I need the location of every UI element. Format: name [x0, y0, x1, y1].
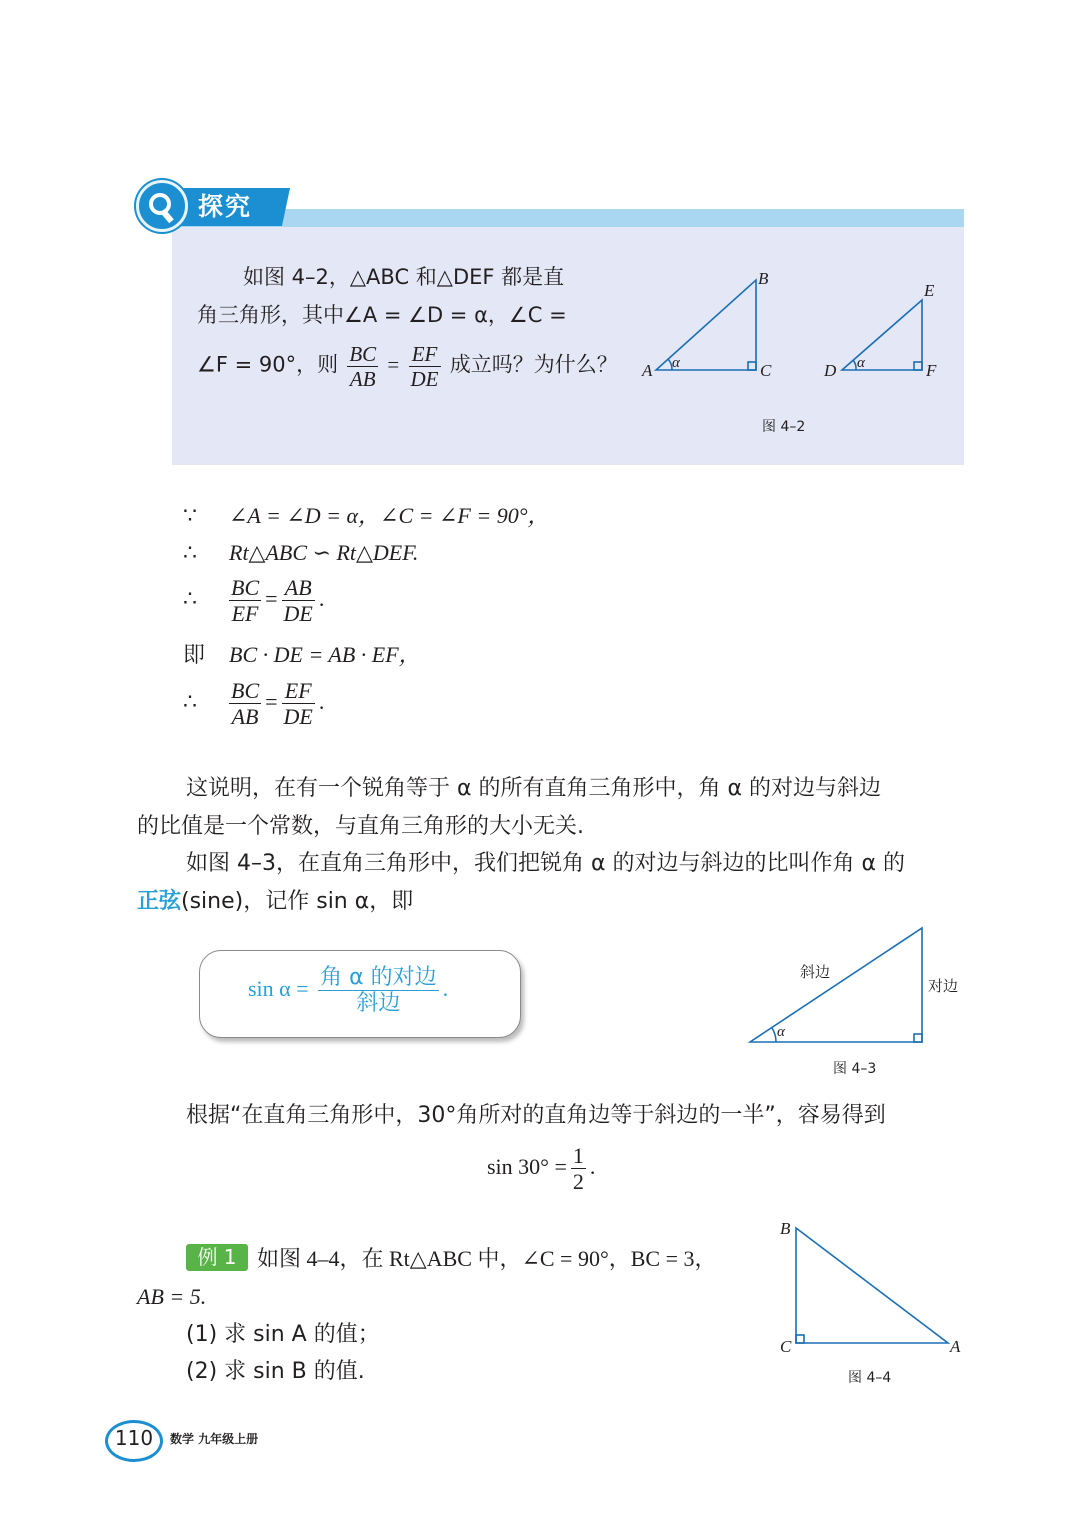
- figure-4-3: [740, 920, 980, 1055]
- label-e: E: [924, 281, 935, 300]
- fraction-bc-ab: [347, 342, 378, 391]
- example-line-2: AB = 5.: [137, 1284, 207, 1309]
- right-angle-mark-c: [748, 362, 756, 370]
- example-badge: 例 1: [186, 1244, 248, 1271]
- sin30-lhs: sin 30° =: [487, 1153, 567, 1179]
- angle-arc-alpha: [772, 1028, 776, 1042]
- term-sine: 正弦: [137, 889, 182, 914]
- figure-4-4: [770, 1210, 970, 1360]
- label-f: F: [926, 361, 937, 380]
- therefore-symbol: ∴: [183, 688, 197, 714]
- equals-sign: =: [387, 352, 400, 377]
- question-line-3: [197, 342, 618, 391]
- paragraph-1-line-2: 的比值是一个常数，与直角三角形的大小无关.: [137, 814, 584, 839]
- frac-num: BC: [349, 342, 377, 366]
- formula-end: .: [442, 975, 449, 1001]
- paragraph-2-line-1: 如图 4–3，在直角三角形中，我们把锐角 α 的对边与斜边的比叫作角 α 的: [186, 851, 905, 876]
- paragraph-1-line-1: 这说明，在有一个锐角等于 α 的所有直角三角形中，角 α 的对边与斜边: [186, 776, 881, 801]
- paragraph-2-line-2: [137, 883, 413, 920]
- wrench-glyph: [139, 183, 185, 229]
- frac-num: AB: [282, 575, 315, 601]
- proof-line-2-text: Rt△ABC ∽ Rt△DEF.: [229, 540, 419, 565]
- angle-arc-d: [853, 360, 856, 370]
- label-alpha-1: α: [672, 355, 680, 371]
- example-question-1: (1) 求 sin A 的值；: [186, 1322, 380, 1347]
- figure-4-3-caption: 图 4–3: [833, 1061, 877, 1077]
- frac-num: BC: [231, 678, 260, 703]
- frac-num: EF: [409, 342, 441, 367]
- frac-den: AB: [349, 367, 376, 392]
- proof-line-4: [183, 636, 421, 674]
- fraction-bc-ef: [229, 575, 261, 627]
- proof-line-1: [183, 497, 550, 534]
- fraction-ef-de: [409, 342, 441, 391]
- example-question-2: (2) 求 sin B 的值.: [186, 1359, 365, 1384]
- triangle-def: [842, 300, 922, 370]
- frac-num: 1: [572, 1143, 584, 1168]
- figure-4-4-caption: 图 4–4: [848, 1370, 892, 1386]
- proof-line-2: [183, 534, 418, 571]
- formula-lhs: sin α =: [248, 975, 309, 1001]
- frac-den: EF: [231, 601, 259, 627]
- label-a: A: [642, 361, 653, 380]
- right-angle-mark: [914, 1034, 922, 1042]
- right-angle-mark: [796, 1335, 804, 1343]
- question-line-2: 角三角形，其中∠A = ∠D = α，∠C =: [197, 303, 567, 327]
- therefore-symbol: ∴: [183, 585, 197, 611]
- namely-symbol: 即: [183, 643, 206, 668]
- fraction-one-half: [571, 1143, 586, 1195]
- formula-denominator: 斜边: [356, 991, 401, 1017]
- label-d: D: [824, 361, 837, 380]
- fraction-ab-de: [282, 575, 315, 627]
- frac-num: EF: [282, 678, 315, 704]
- figure-4-2-caption: 图 4–2: [762, 419, 806, 435]
- book-title: 数学 九年级上册: [170, 1432, 259, 1446]
- label-c: C: [760, 361, 772, 380]
- therefore-symbol: ∴: [183, 540, 197, 565]
- wrench-icon: [136, 180, 188, 232]
- triangle-abc: [656, 280, 756, 370]
- question-line-3-suffix: 成立吗？为什么？: [449, 352, 618, 377]
- figure-4-2: [630, 260, 950, 390]
- sin30-formula: [487, 1143, 595, 1195]
- fraction-bc-ab: [229, 678, 261, 730]
- paragraph-2-line-2-rest: (sine)，记作 sin α，即: [181, 889, 414, 914]
- frac-den: DE: [283, 601, 313, 627]
- right-angle-mark-f: [914, 362, 922, 370]
- period: .: [318, 688, 325, 714]
- sin30-intro: 根据“在直角三角形中，30°角所对的直角边等于斜边的一半”，容易得到: [186, 1103, 886, 1128]
- label-a: A: [950, 1337, 961, 1356]
- explore-header-bar: [172, 209, 964, 227]
- label-hypotenuse: 斜边: [800, 963, 831, 981]
- proof-line-5: [183, 678, 324, 730]
- formula-fraction: [318, 965, 439, 1017]
- because-symbol: ∵: [183, 503, 197, 528]
- frac-num: BC: [231, 575, 260, 600]
- equals-sign: =: [265, 585, 278, 611]
- explore-title: 探究: [198, 192, 253, 221]
- label-b: B: [758, 269, 769, 288]
- frac-den: AB: [231, 704, 259, 730]
- formula-numerator: 角 α 的对边: [320, 965, 437, 990]
- question-line-3-prefix: ∠F = 90°，则: [197, 352, 339, 377]
- sine-definition-formula: [248, 965, 448, 1017]
- frac-den: DE: [283, 704, 313, 730]
- triangle-4-3: [750, 928, 922, 1042]
- page-number: 110: [114, 1426, 154, 1450]
- frac-den: DE: [410, 367, 439, 392]
- example-line-1: 如图 4–4，在 Rt△ABC 中，∠C = 90°，BC = 3，: [257, 1246, 717, 1271]
- period: .: [318, 585, 325, 611]
- period: .: [589, 1153, 596, 1179]
- equals-sign: =: [265, 688, 278, 714]
- label-c: C: [780, 1337, 792, 1356]
- frac-den: 2: [572, 1169, 584, 1195]
- proof-line-3: [183, 575, 324, 627]
- question-line-1: 如图 4–2，△ABC 和△DEF 都是直: [243, 265, 565, 289]
- fraction-ef-de: [282, 678, 315, 730]
- proof-line-4-text: BC · DE = AB · EF，: [229, 642, 421, 667]
- label-b: B: [780, 1219, 791, 1238]
- label-alpha: α: [777, 1024, 785, 1040]
- triangle-4-4: [796, 1228, 948, 1343]
- proof-line-1-text: ∠A = ∠D = α，∠C = ∠F = 90°，: [229, 503, 550, 528]
- label-alpha-2: α: [857, 355, 865, 371]
- label-opposite: 对边: [928, 977, 959, 995]
